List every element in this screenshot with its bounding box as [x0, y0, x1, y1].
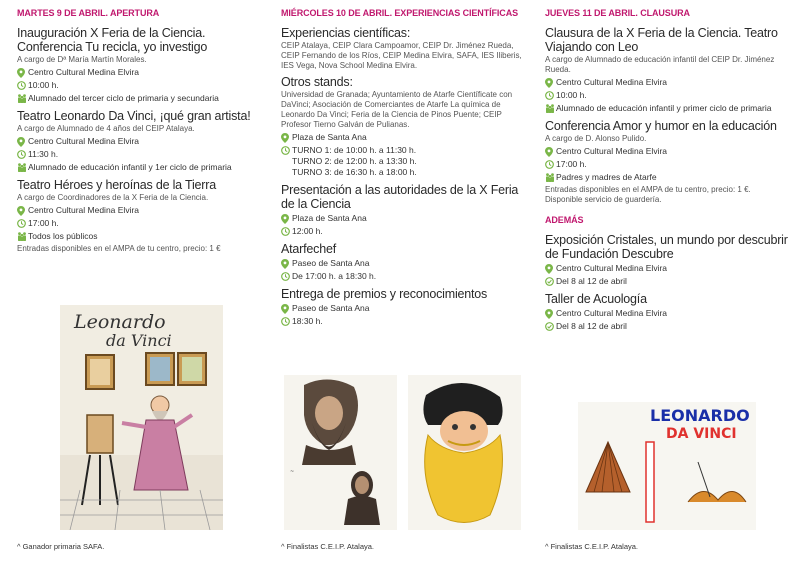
- event-title: Exposición Cristales, un mundo por descubrir de Fundación Descubre: [545, 233, 788, 261]
- drawing-leonardo-monalisa: [284, 375, 397, 530]
- image-caption: ^ Finalistas C.E.I.P. Atalaya.: [545, 542, 639, 551]
- stands-place: Plaza de Santa Ana: [281, 132, 531, 143]
- drawing-title-line2: da Vinci: [106, 331, 172, 350]
- svg-text:~: ~: [290, 469, 295, 475]
- event-time: 11:30 h.: [17, 149, 267, 160]
- event-place: Centro Cultural Medina Elvira: [545, 146, 790, 157]
- event-speaker: A cargo de Alumnado de educación infantil del CEIP Dr. Jiménez Rueda.: [545, 55, 775, 74]
- location-pin-icon: [281, 214, 292, 224]
- drawing-title-line1: LEONARDO: [650, 406, 750, 425]
- clock-icon: [17, 150, 28, 159]
- event-audience: Alumnado de educación infantil y 1er ciclo de primaria: [17, 162, 267, 173]
- day-heading: MIÉRCOLES 10 DE ABRIL. EXPERIENCIAS CIENTÍFICAS: [281, 8, 518, 18]
- event-inauguracion: [17, 26, 267, 104]
- clock-icon: [281, 272, 292, 281]
- clock-icon: [281, 227, 292, 236]
- event-taller-acuologia: [545, 292, 790, 332]
- people-icon: [545, 104, 556, 113]
- image-caption: ^ Finalistas C.E.I.P. Atalaya.: [281, 542, 375, 551]
- people-icon: [17, 94, 28, 103]
- event-conferencia-amor: [545, 119, 790, 205]
- event-time: De 17:00 h. a 18:30 h.: [281, 271, 531, 282]
- event-title: Entrega de premios y reconocimientos: [281, 287, 488, 301]
- event-place: Plaza de Santa Ana: [281, 213, 531, 224]
- event-place: Centro Cultural Medina Elvira: [17, 205, 267, 216]
- event-place: Centro Cultural Medina Elvira: [17, 67, 267, 78]
- event-place: Centro Cultural Medina Elvira: [545, 77, 790, 88]
- event-dates: Del 8 al 12 de abril: [545, 276, 790, 287]
- day-heading: JUEVES 11 DE ABRIL. CLAUSURA: [545, 8, 690, 18]
- event-time: 17:00 h.: [545, 159, 790, 170]
- ticket-note: Entradas disponibles en el AMPA de tu centro, precio: 1 €: [17, 244, 221, 253]
- event-entrega-premios: [281, 287, 531, 327]
- event-audience: Alumnado del tercer ciclo de primaria y secundaria: [17, 93, 267, 104]
- event-place: Centro Cultural Medina Elvira: [17, 136, 267, 147]
- event-title: Inauguración X Feria de la Ciencia. Conferencia Tu recicla, yo investigo: [17, 26, 208, 54]
- calendar-check-icon: [545, 322, 556, 331]
- location-pin-icon: [17, 206, 28, 216]
- event-time: 10:00 h.: [17, 80, 267, 91]
- location-pin-icon: [545, 264, 556, 274]
- event-presentacion: [281, 183, 531, 237]
- event-exposicion-cristales: [545, 233, 790, 287]
- stands-title: Otros stands:: [281, 75, 353, 89]
- event-dates: Del 8 al 12 de abril: [545, 321, 790, 332]
- event-place: Centro Cultural Medina Elvira: [545, 263, 790, 274]
- event-time: 18:30 h.: [281, 316, 531, 327]
- calendar-check-icon: [545, 277, 556, 286]
- column-tuesday: [17, 8, 267, 259]
- event-title: Clausura de la X Feria de la Ciencia. Teatro Viajando con Leo: [545, 26, 778, 54]
- people-icon: [545, 173, 556, 182]
- drawing-leonardo-portrait: [408, 375, 521, 530]
- clock-icon: [545, 91, 556, 100]
- clock-icon: [17, 219, 28, 228]
- event-speaker: A cargo de Alumnado de 4 años del CEIP Atalaya.: [17, 124, 195, 133]
- event-place: Paseo de Santa Ana: [281, 303, 531, 314]
- event-speaker: A cargo de D. Alonso Pulido.: [545, 134, 647, 143]
- clock-icon: [281, 317, 292, 326]
- drawing-title-line1: Leonardo: [74, 311, 166, 333]
- event-title: Conferencia Amor y humor en la educación: [545, 119, 777, 133]
- location-pin-icon: [17, 137, 28, 147]
- event-audience: Alumnado de educación infantil y primer ciclo de primaria: [545, 103, 790, 114]
- event-time: 17:00 h.: [17, 218, 267, 229]
- location-pin-icon: [545, 147, 556, 157]
- event-clausura: [545, 26, 790, 114]
- event-atarfechef: [281, 242, 531, 282]
- location-pin-icon: [545, 78, 556, 88]
- event-place: Centro Cultural Medina Elvira: [545, 308, 790, 319]
- image-caption: ^ Ganador primaria SAFA.: [17, 542, 105, 551]
- location-pin-icon: [545, 309, 556, 319]
- location-pin-icon: [281, 259, 292, 269]
- day-heading: MARTES 9 DE ABRIL. APERTURA: [17, 8, 160, 18]
- event-title: Teatro Leonardo Da Vinci, ¡qué gran artista!: [17, 109, 251, 123]
- column-wednesday: [281, 8, 531, 332]
- event-place: Paseo de Santa Ana: [281, 258, 531, 269]
- clock-icon: [17, 81, 28, 90]
- turno-2: TURNO 2: de 12:00 h. a 13:30 h.: [292, 156, 417, 166]
- event-time: 12:00 h.: [281, 226, 531, 237]
- column-thursday: [545, 8, 790, 337]
- clock-icon: [281, 146, 292, 155]
- drawing-leonardo-da-vinci: [60, 305, 223, 530]
- location-pin-icon: [281, 133, 292, 143]
- drawing-title-line2: DA VINCI: [666, 426, 737, 442]
- ticket-note: Entradas disponibles en el AMPA de tu centro, precio: 1 €. Disponible servicio de guardería.: [545, 185, 751, 204]
- event-speaker: A cargo de Coordinadores de la X Feria de la Ciencia.: [17, 193, 209, 202]
- event-title: Teatro Héroes y heroínas de la Tierra: [17, 178, 216, 192]
- turno-3: TURNO 3: de 16:30 h. a 18:00 h.: [292, 167, 417, 177]
- drawing-leonardo-inventions: [578, 402, 756, 530]
- people-icon: [17, 163, 28, 172]
- stands-list: Universidad de Granada; Ayuntamiento de Atarfe Científicate con DaVinci; Asociación de Comerciantes de Atarfe La química de Leonardo Da Vinci; Feria de la Ciencia de Pinos Puente; CEIP Profesor Tierno Galván de Pulianas.: [281, 90, 513, 129]
- event-speaker: A cargo de Dª María Martín Morales.: [17, 55, 147, 64]
- event-teatro-leonardo: [17, 109, 267, 173]
- event-time: 10:00 h.: [545, 90, 790, 101]
- event-title: Atarfechef: [281, 242, 336, 256]
- clock-icon: [545, 160, 556, 169]
- event-title: Taller de Acuología: [545, 292, 647, 306]
- location-pin-icon: [17, 68, 28, 78]
- event-teatro-heroes: [17, 178, 267, 254]
- turno-1: TURNO 1: de 10:00 h. a 11:30 h.: [292, 145, 417, 155]
- experiencias-title: Experiencias científicas:: [281, 26, 411, 40]
- people-icon: [17, 232, 28, 241]
- experiencias-list: CEIP Atalaya, CEIP Clara Campoamor, CEIP Dr. Jiménez Rueda, CEIP Fernando de los Ríos, CEIP Medina Elvira, SAFA, IES Iliberis, IES Vega, Nova School Medina Elvira.: [281, 41, 522, 70]
- event-title: Presentación a las autoridades de la X Feria de la Ciencia: [281, 183, 519, 211]
- location-pin-icon: [281, 304, 292, 314]
- event-audience: Todos los públicos: [17, 231, 267, 242]
- event-audience: Padres y madres de Atarfe: [545, 172, 790, 183]
- ademas-heading: ADEMÁS: [545, 215, 584, 225]
- stands-turnos: [281, 145, 531, 178]
